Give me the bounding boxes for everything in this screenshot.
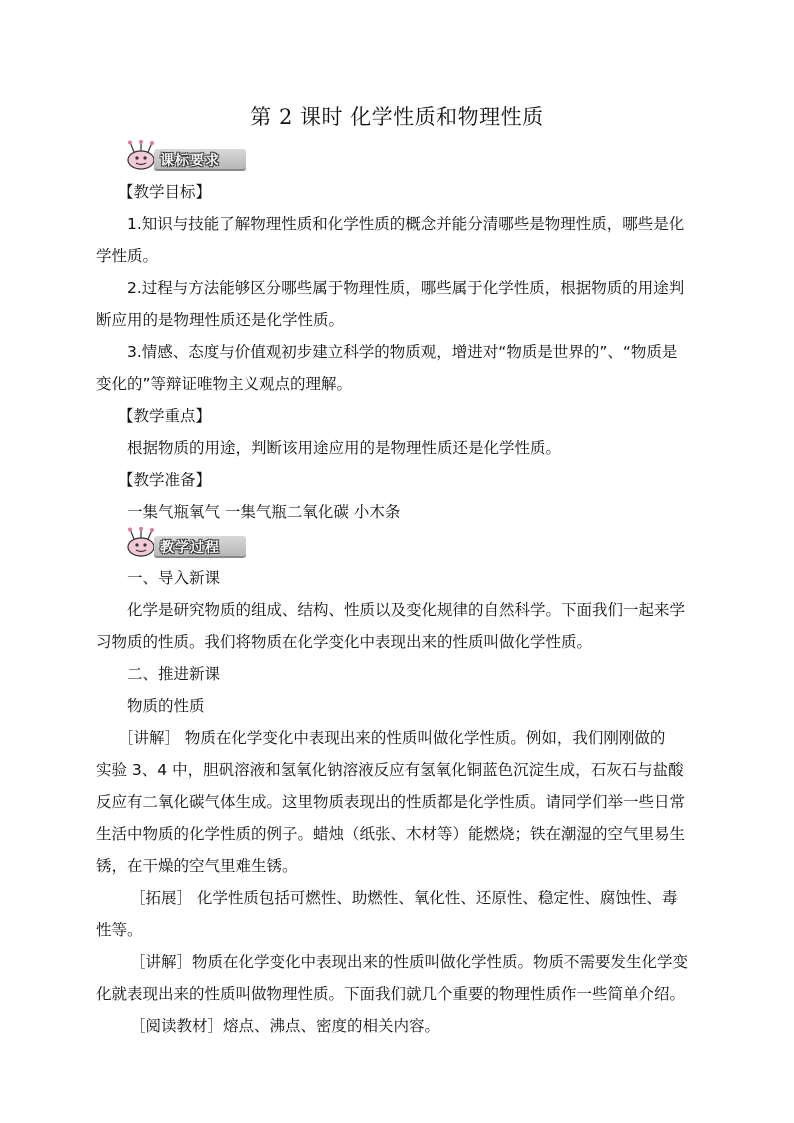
text-line: 断应用的是物理性质还是化学性质。: [96, 311, 345, 329]
heading-intro: 一、导入新课: [127, 569, 221, 587]
heading-teaching-focus: 【教学重点】: [118, 407, 212, 425]
text-line: 3.情感、态度与价值观初步建立科学的物质观，增进对“物质是世界的”、“物质是: [127, 343, 678, 361]
section-badge-process: [124, 527, 248, 559]
badge-label: 教学过程: [160, 540, 220, 556]
text-line: 锈，在干燥的空气里难生锈。: [96, 857, 298, 875]
text-line: 化学是研究物质的组成、结构、性质以及变化规律的自然科学。下面我们一起来学: [127, 601, 686, 619]
heading-new-lesson: 二、推进新课: [127, 665, 221, 683]
subheading-properties: 物质的性质: [127, 697, 205, 715]
badge-label: 课标要求: [160, 153, 220, 169]
text-line: 习物质的性质。我们将物质在化学变化中表现出来的性质叫做化学性质。: [96, 633, 593, 651]
text-line: 2.过程与方法能够区分哪些属于物理性质，哪些属于化学性质，根据物质的用途判: [127, 279, 685, 297]
text-line: 一集气瓶氧气 一集气瓶二氧化碳 小木条: [127, 503, 401, 521]
text-line: ［讲解］ 物质在化学变化中表现出来的性质叫做化学性质。例如，我们刚刚做的: [118, 729, 666, 747]
text-line: 1.知识与技能了解物理性质和化学性质的概念并能分清哪些是物理性质，哪些是化: [127, 215, 685, 233]
text-line: 生活中物质的化学性质的例子。蜡烛（纸张、木材等）能燃烧；铁在潮湿的空气里易生: [96, 825, 686, 843]
text-line: 性等。: [96, 921, 143, 939]
section-badge-curriculum: [124, 140, 248, 172]
text-line: ［阅读教材］熔点、沸点、密度的相关内容。: [130, 1017, 441, 1035]
text-line: ［讲解］物质在化学变化中表现出来的性质叫做化学性质。物质不需要发生化学变: [130, 953, 689, 971]
text-line: 实验 3、4 中，胆矾溶液和氢氧化钠溶液反应有氢氧化铜蓝色沉淀生成，石灰石与盐酸: [96, 761, 684, 779]
heading-teaching-prep: 【教学准备】: [118, 471, 212, 489]
text-line: 根据物质的用途，判断该用途应用的是物理性质还是化学性质。: [127, 439, 562, 457]
text-line: ［拓展］ 化学性质包括可燃性、助燃性、氧化性、还原性、稳定性、腐蚀性、毒: [130, 889, 678, 907]
text-line: 学性质。: [96, 247, 159, 265]
heading-teaching-goals: 【教学目标】: [118, 183, 212, 201]
lesson-title: 第 2 课时 化学性质和物理性质: [250, 105, 544, 129]
text-line: 变化的”等辩证唯物主义观点的理解。: [96, 375, 353, 393]
text-line: 反应有二氧化碳气体生成。这里物质表现出的性质都是化学性质。请同学们举一些日常: [96, 793, 686, 811]
text-line: 化就表现出来的性质叫做物理性质。下面我们就几个重要的物理性质作一些简单介绍。: [96, 985, 686, 1003]
